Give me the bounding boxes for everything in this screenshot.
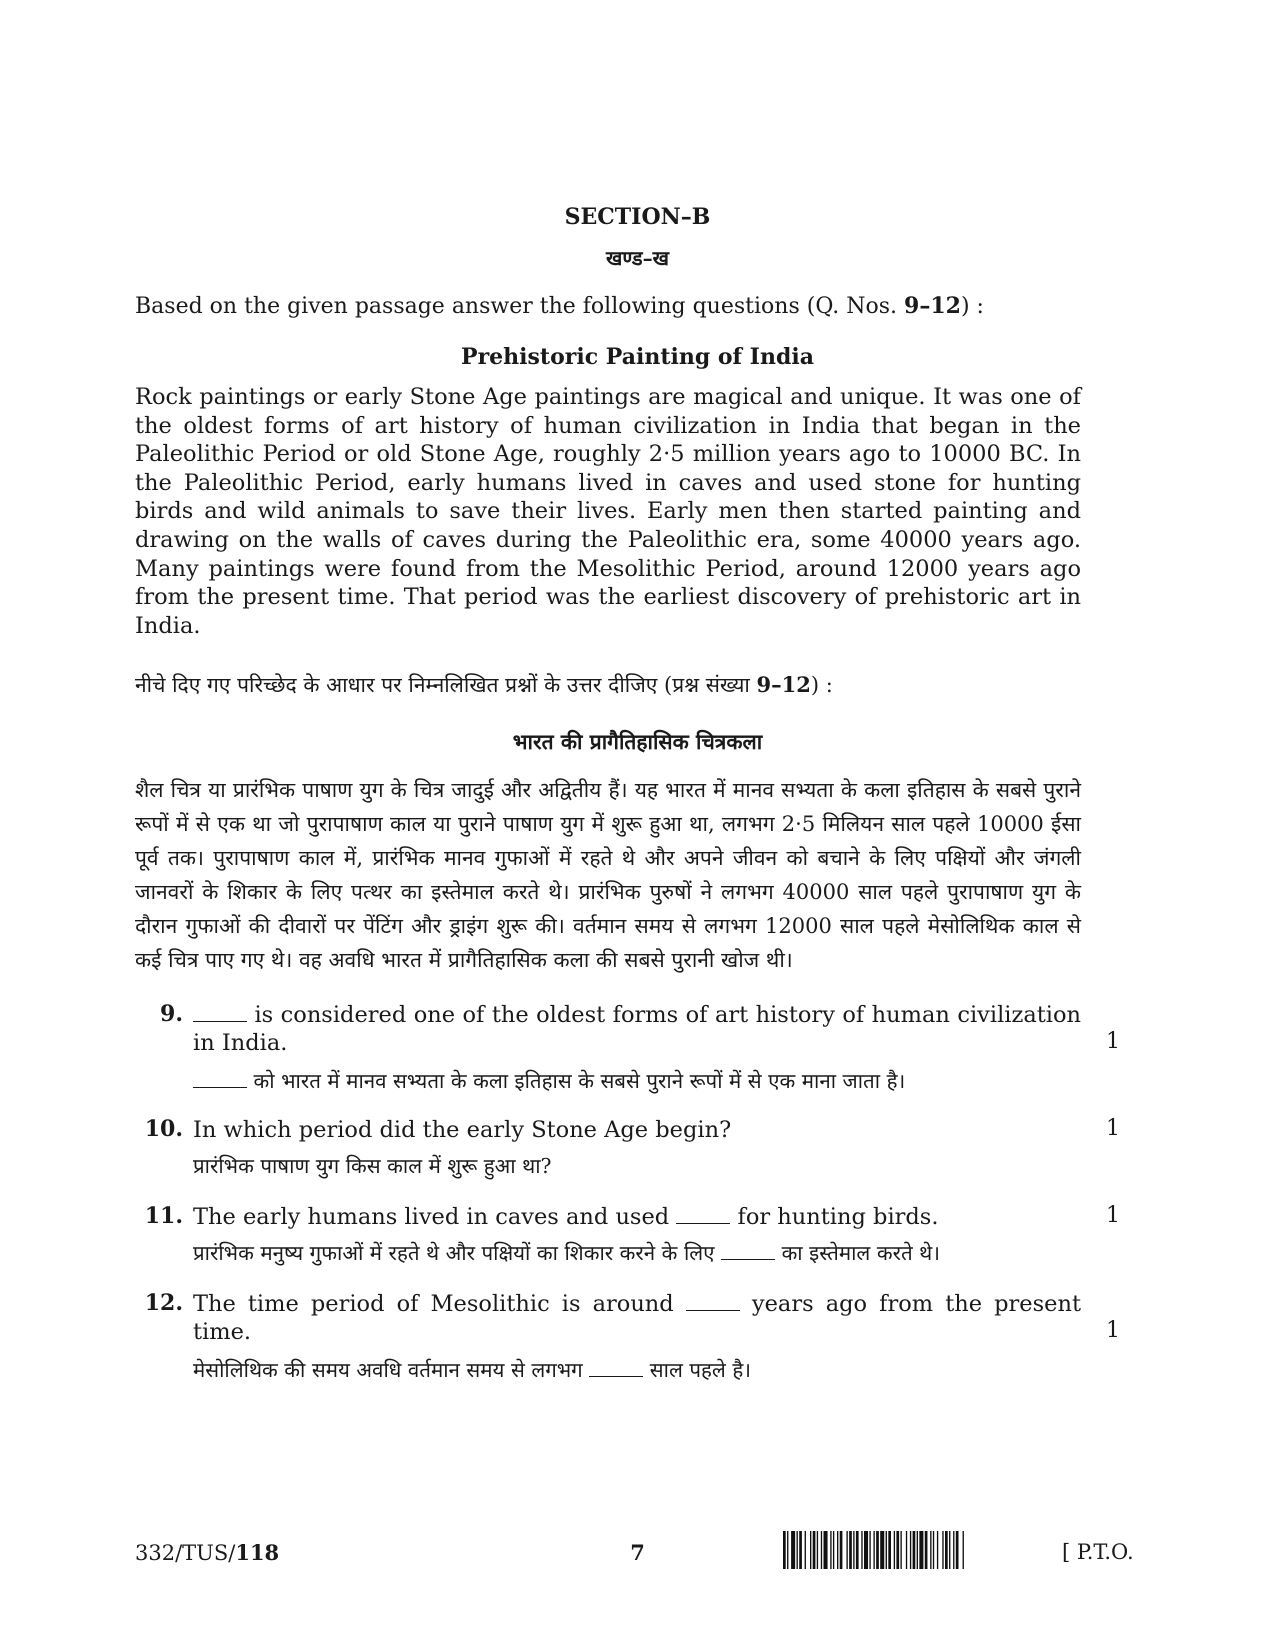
section-title: SECTION–B <box>564 204 711 230</box>
passage-text-hindi: शैल चित्र या प्रारंभिक पाषाण युग के चित्र जादुई और अद्वितीय हैं। यह भारत में मानव सभ्यता के कला इतिहास के सबसे पुराने रूपों में से एक था जो पुरापाषाण काल या पुराने पाषाण युग में शुरू हुआ था, लगभग 2·5 मिलियन साल पहले 10000 ईसा पूर्व तक। पुरापाषाण काल में, प्रारंभिक मानव गुफाओं में रहते थे और अपने जीवन को बचाने के लिए पक्षियों और जंगली जानवरों के शिकार के लिए पत्थर का इस्तेमाल करते थे। प्रारंभिक पुरुषों ने लगभग 40000 साल पहले पुरापाषाण युग के दौरान गुफाओं की दीवारों पर पेंटिंग और ड्राइंग शुरू की। वर्तमान समय से लगभग 12000 साल पहले मेसोलिथिक काल से कई चित्र पाए गए थे। वह अवधि भारत में प्रागैतिहासिक कला की सबसे पुरानी खोज थी। <box>135 778 1081 972</box>
answer-blank <box>721 1258 775 1260</box>
question-number: 12. <box>144 1290 183 1316</box>
question-text-after: is considered one of the oldest forms of art history of human civilization in India. <box>193 1002 1082 1056</box>
section-title-hindi: खण्ड–ख <box>606 246 669 270</box>
instruction-text-hindi: नीचे दिए गए परिच्छेद के आधार पर निम्नलिखित प्रश्नों के उत्तर दीजिए (प्रश्न संख्या <box>135 673 750 697</box>
question-number: 10. <box>144 1116 183 1142</box>
instruction-text: Based on the given passage answer the following questions (Q. Nos. <box>135 294 898 319</box>
barcode <box>783 1531 1041 1569</box>
question-text-hindi-after: को भारत में मानव सभ्यता के कला इतिहास के सबसे पुराने रूपों में से एक माना जाता है। <box>253 1069 906 1093</box>
question-text-hindi <box>193 1356 1081 1384</box>
question-text-before: The time period of Mesolithic is around <box>193 1291 674 1317</box>
question-range-hindi: 9–12 <box>756 672 811 697</box>
question-number: 9. <box>160 1001 183 1027</box>
question-text-hindi-before: प्रारंभिक मनुष्य गुफाओं में रहते थे और पक्षियों का शिकार करने के लिए <box>193 1241 715 1265</box>
passage-title: Prehistoric Painting of India <box>461 344 814 370</box>
question-text-hindi-before: मेसोलिथिक की समय अवधि वर्तमान समय से लगभग <box>193 1358 583 1382</box>
question-marks: 1 <box>1106 1203 1120 1228</box>
question-text-hindi: प्रारंभिक पाषाण युग किस काल में शुरू हुआ था? <box>193 1154 552 1178</box>
answer-blank <box>193 1020 247 1022</box>
paper-code-number: 118 <box>235 1540 280 1565</box>
question-range: 9–12 <box>904 293 961 319</box>
question-text: In which period did the early Stone Age begin? <box>193 1117 732 1143</box>
passage-text: Rock paintings or early Stone Age paintings are magical and unique. It was one of the oldest forms of art history of human civilization in India that began in the Paleolithic Period or old Stone Age, roughly 2·5 million years ago to 10000 BC. In the Paleolithic Period, early humans lived in caves and used stone for hunting birds and wild animals to save their lives. Early men then started painting and drawing on the walls of caves during the Paleolithic era, some 40000 years ago. Many paintings were found from the Mesolithic Period, around 12000 years ago from the present time. That period was the earliest discovery of prehistoric art in India. <box>135 384 1081 639</box>
question-text-after: years ago from the present time. <box>193 1291 1082 1345</box>
passage-instruction <box>135 293 1080 319</box>
answer-blank <box>193 1086 247 1088</box>
question-text-after: for hunting birds. <box>737 1204 939 1230</box>
question-text-before: The early humans lived in caves and used <box>193 1204 670 1230</box>
question-text <box>193 1203 1081 1231</box>
passage-title-hindi: भारत की प्रागैतिहासिक चित्रकला <box>512 729 763 754</box>
answer-blank <box>589 1375 643 1377</box>
instruction-end-hindi: ) : <box>810 673 833 697</box>
question-text-hindi <box>193 1067 1081 1095</box>
question-text-hindi-after: का इस्तेमाल करते थे। <box>781 1241 941 1265</box>
question-marks: 1 <box>1106 1029 1120 1054</box>
answer-blank <box>676 1222 730 1224</box>
question-text-hindi <box>193 1239 1081 1267</box>
pto-label: [ P.T.O. <box>1062 1540 1134 1564</box>
question-marks: 1 <box>1106 1318 1120 1343</box>
passage-instruction-hindi <box>135 671 1080 699</box>
question-text <box>193 1290 1081 1346</box>
question-text <box>193 1001 1081 1057</box>
paper-code-prefix: 332/TUS/ <box>135 1541 236 1565</box>
question-text-hindi-after: साल पहले है। <box>649 1358 751 1382</box>
answer-blank <box>686 1309 740 1311</box>
question-marks: 1 <box>1106 1116 1120 1141</box>
instruction-end: ) : <box>960 294 984 319</box>
question-number: 11. <box>144 1203 183 1229</box>
page-number: 7 <box>630 1540 645 1565</box>
